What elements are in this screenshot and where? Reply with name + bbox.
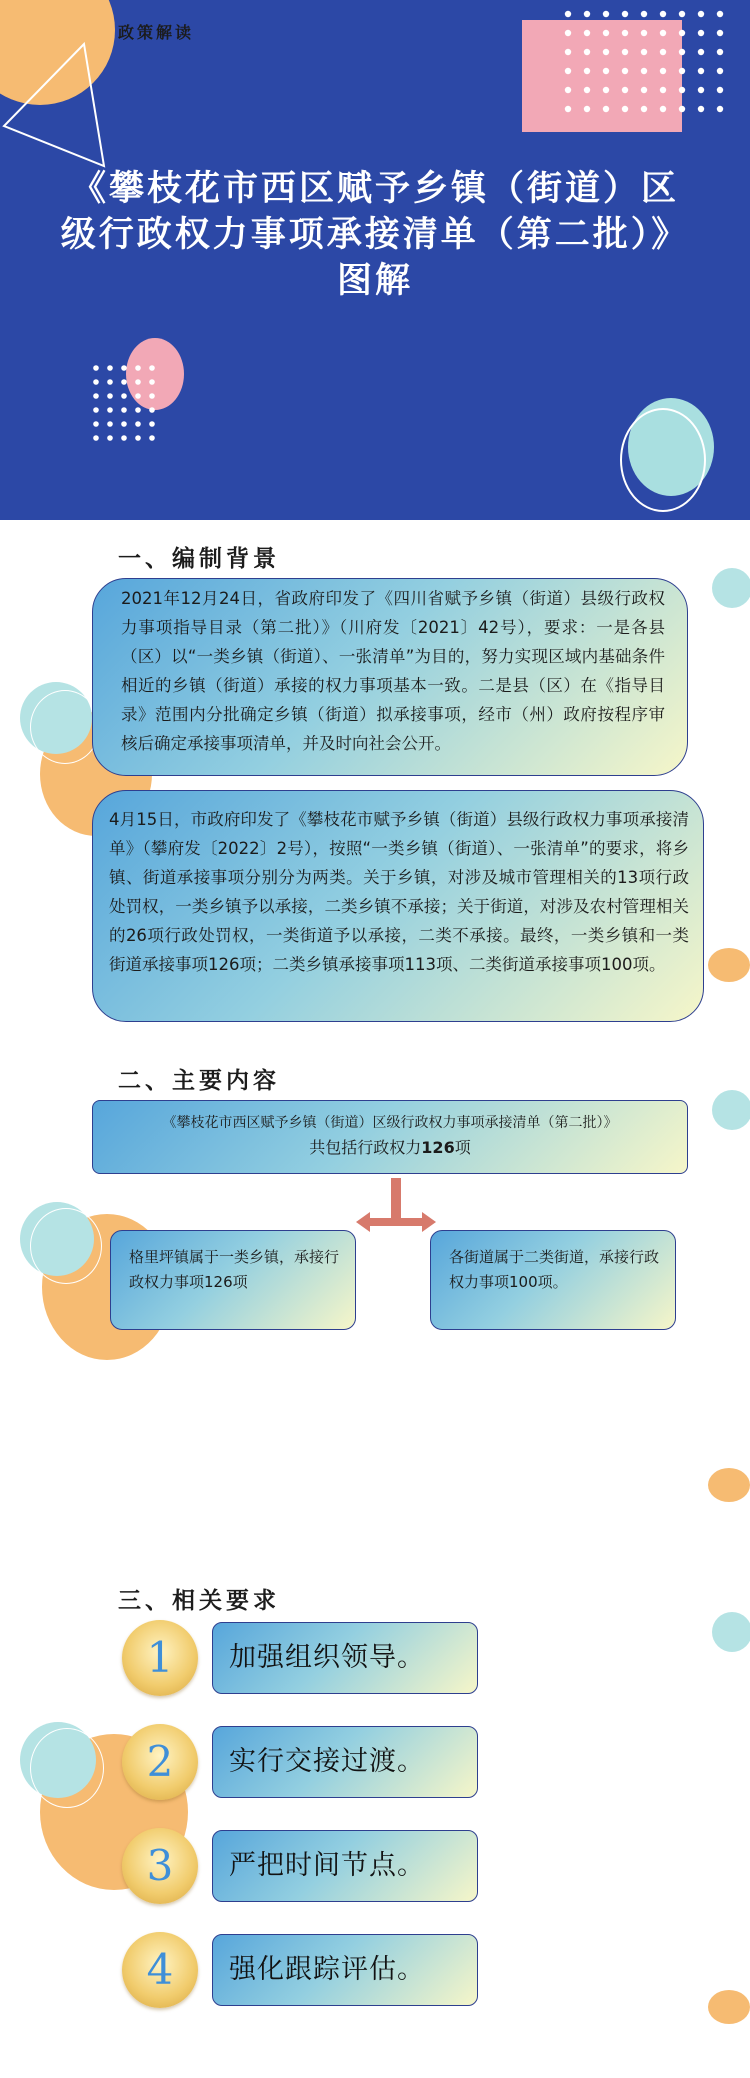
dot-decoration xyxy=(641,49,647,55)
dot-decoration xyxy=(107,407,113,413)
ring-decoration xyxy=(30,1728,104,1808)
dot-decoration xyxy=(93,379,99,385)
dot-decoration xyxy=(660,87,666,93)
dot-decoration xyxy=(149,421,155,427)
section-title-background: 一、编制背景 xyxy=(118,546,280,572)
header-banner xyxy=(0,0,750,520)
dot-decoration xyxy=(603,87,609,93)
dot-decoration xyxy=(93,407,99,413)
dot-decoration xyxy=(107,379,113,385)
dot-decoration xyxy=(679,87,685,93)
dot-decoration xyxy=(603,106,609,112)
orange-dot-decoration xyxy=(708,1468,750,1502)
dot-decoration xyxy=(698,30,704,36)
dot-decoration xyxy=(121,365,127,371)
ring-decoration xyxy=(30,690,100,764)
dot-decoration xyxy=(717,49,723,55)
title-line-3: 图解 xyxy=(336,261,413,301)
dot-decoration xyxy=(565,30,571,36)
orange-dot-decoration xyxy=(708,1990,750,2024)
teal-dot-decoration xyxy=(712,1090,750,1130)
dot-decoration xyxy=(121,393,127,399)
dot-decoration xyxy=(603,11,609,17)
dot-decoration xyxy=(135,365,141,371)
dot-decoration xyxy=(93,365,99,371)
township-box xyxy=(110,1230,356,1330)
teal-dot-decoration xyxy=(712,1612,750,1652)
triangle-outline-decoration xyxy=(0,40,110,170)
dot-decoration xyxy=(698,87,704,93)
dot-decoration xyxy=(698,106,704,112)
dot-decoration xyxy=(565,106,571,112)
dot-decoration xyxy=(641,106,647,112)
dot-decoration xyxy=(565,68,571,74)
dot-decoration xyxy=(565,11,571,17)
requirement-number-2: 2 xyxy=(122,1724,198,1800)
dot-decoration xyxy=(622,49,628,55)
dot-decoration xyxy=(121,421,127,427)
dot-decoration xyxy=(641,30,647,36)
dot-decoration xyxy=(679,106,685,112)
section-title-requirements: 三、相关要求 xyxy=(118,1588,280,1614)
dot-decoration xyxy=(717,30,723,36)
street-box xyxy=(430,1230,676,1330)
dot-decoration xyxy=(698,68,704,74)
page-title xyxy=(20,166,730,304)
background-paragraph-1: 2021年12月24日，省政府印发了《四川省赋予乡镇（街道）县级行政权力事项指导目录（第二批）》（川府发〔2021〕42号），要求：一是各县（区）以“一类乡镇（街道）、一张清单”为目的，努力实现区域内基础条件相近的乡镇（街道）承接的权力事项基本一致。二是县（区）在《指导目录》范围内分批确定乡镇（街道）拟承接事项，经市（州）政府按程序审核后确定承接事项清单，并及时向社会公开。 xyxy=(121,589,665,753)
dot-decoration xyxy=(93,393,99,399)
dot-decoration xyxy=(660,68,666,74)
summary-line-1: 《攀枝花市西区赋予乡镇（街道）区级行政权力事项承接清单（第二批）》 xyxy=(162,1115,618,1131)
requirement-item-1: 加强组织领导。 xyxy=(212,1622,478,1694)
dot-decoration xyxy=(679,49,685,55)
dot-decoration xyxy=(149,365,155,371)
summary-suffix: 项 xyxy=(454,1138,471,1157)
dot-decoration xyxy=(717,106,723,112)
dot-decoration xyxy=(135,407,141,413)
dot-decoration xyxy=(149,435,155,441)
dot-decoration xyxy=(135,379,141,385)
street-text: 各街道属于二类街道，承接行政权力事项100项。 xyxy=(449,1248,660,1291)
dot-decoration xyxy=(603,30,609,36)
dot-decoration xyxy=(149,407,155,413)
requirement-number-1: 1 xyxy=(122,1620,198,1696)
dot-decoration xyxy=(679,68,685,74)
dot-decoration xyxy=(679,30,685,36)
dot-decoration xyxy=(584,68,590,74)
dot-decoration xyxy=(565,49,571,55)
dot-decoration xyxy=(565,87,571,93)
dot-decoration xyxy=(584,49,590,55)
ring-decoration xyxy=(620,408,706,512)
dot-decoration xyxy=(93,435,99,441)
title-line-2: 级行政权力事项承接清单（第二批）》 xyxy=(60,215,690,255)
dot-decoration xyxy=(698,49,704,55)
dot-decoration xyxy=(135,421,141,427)
dot-decoration xyxy=(135,435,141,441)
dot-grid-decoration xyxy=(90,360,170,450)
dot-decoration xyxy=(121,407,127,413)
teal-dot-decoration xyxy=(712,568,750,608)
requirement-item-4: 强化跟踪评估。 xyxy=(212,1934,478,2006)
summary-prefix: 共包括行政权力 xyxy=(309,1138,422,1157)
dot-decoration xyxy=(717,11,723,17)
requirement-item-3: 严把时间节点。 xyxy=(212,1830,478,1902)
background-box-1 xyxy=(92,578,688,776)
dot-decoration xyxy=(584,30,590,36)
dot-decoration xyxy=(107,365,113,371)
dot-decoration xyxy=(121,435,127,441)
requirement-number-4: 4 xyxy=(122,1932,198,2008)
split-arrow-icon xyxy=(356,1178,436,1254)
header-label: 政策解读 xyxy=(118,23,195,42)
dot-decoration xyxy=(660,106,666,112)
title-line-1: 《攀枝花市西区赋予乡镇（街道）区 xyxy=(70,169,679,209)
dot-decoration xyxy=(641,68,647,74)
dot-decoration xyxy=(93,421,99,427)
summary-box xyxy=(92,1100,688,1174)
dot-decoration xyxy=(135,393,141,399)
dot-decoration xyxy=(717,68,723,74)
dot-decoration xyxy=(121,379,127,385)
dot-decoration xyxy=(107,435,113,441)
dot-decoration xyxy=(603,68,609,74)
section-title-main-content: 二、主要内容 xyxy=(118,1068,280,1094)
requirement-number-3: 3 xyxy=(122,1828,198,1904)
dot-decoration xyxy=(622,68,628,74)
dot-decoration xyxy=(107,393,113,399)
ring-decoration xyxy=(30,1208,102,1284)
dot-decoration xyxy=(660,49,666,55)
dot-decoration xyxy=(107,421,113,427)
dot-decoration xyxy=(584,11,590,17)
dot-decoration xyxy=(622,106,628,112)
triangle-outline-decoration xyxy=(96,1318,186,1398)
background-paragraph-2: 4月15日，市政府印发了《攀枝花市赋予乡镇（街道）县级行政权力事项承接清单》（攀府发〔2022〕2号），按照“一类乡镇（街道）、一张清单”的要求，将乡镇、街道承接事项分别分为两类。关于乡镇，对涉及城市管理相关的13项行政处罚权，一类乡镇予以承接，二类乡镇不承接；关于街道，对涉及农村管理相关的26项行政处罚权，一类街道予以承接，二类不承接。最终，一类乡镇和一类街道承接事项126项；二类乡镇承接事项113项、二类街道承接事项100项。 xyxy=(109,810,689,974)
dot-decoration xyxy=(622,30,628,36)
dot-decoration xyxy=(622,11,628,17)
dot-decoration xyxy=(679,11,685,17)
dot-decoration xyxy=(622,87,628,93)
dot-decoration xyxy=(660,11,666,17)
dot-decoration xyxy=(641,87,647,93)
dot-decoration xyxy=(717,87,723,93)
dot-decoration xyxy=(698,11,704,17)
dot-decoration xyxy=(584,87,590,93)
summary-line-2 xyxy=(93,1135,687,1161)
requirement-item-2: 实行交接过渡。 xyxy=(212,1726,478,1798)
dot-decoration xyxy=(149,379,155,385)
orange-dot-decoration xyxy=(708,948,750,982)
dot-decoration xyxy=(660,30,666,36)
dot-decoration xyxy=(641,11,647,17)
summary-number: 126 xyxy=(421,1138,455,1157)
dot-decoration xyxy=(603,49,609,55)
dot-decoration xyxy=(584,106,590,112)
dot-grid-decoration xyxy=(560,6,740,122)
dot-decoration xyxy=(149,393,155,399)
background-box-2 xyxy=(92,790,704,1022)
township-text: 格里坪镇属于一类乡镇，承接行政权力事项126项 xyxy=(129,1248,340,1291)
